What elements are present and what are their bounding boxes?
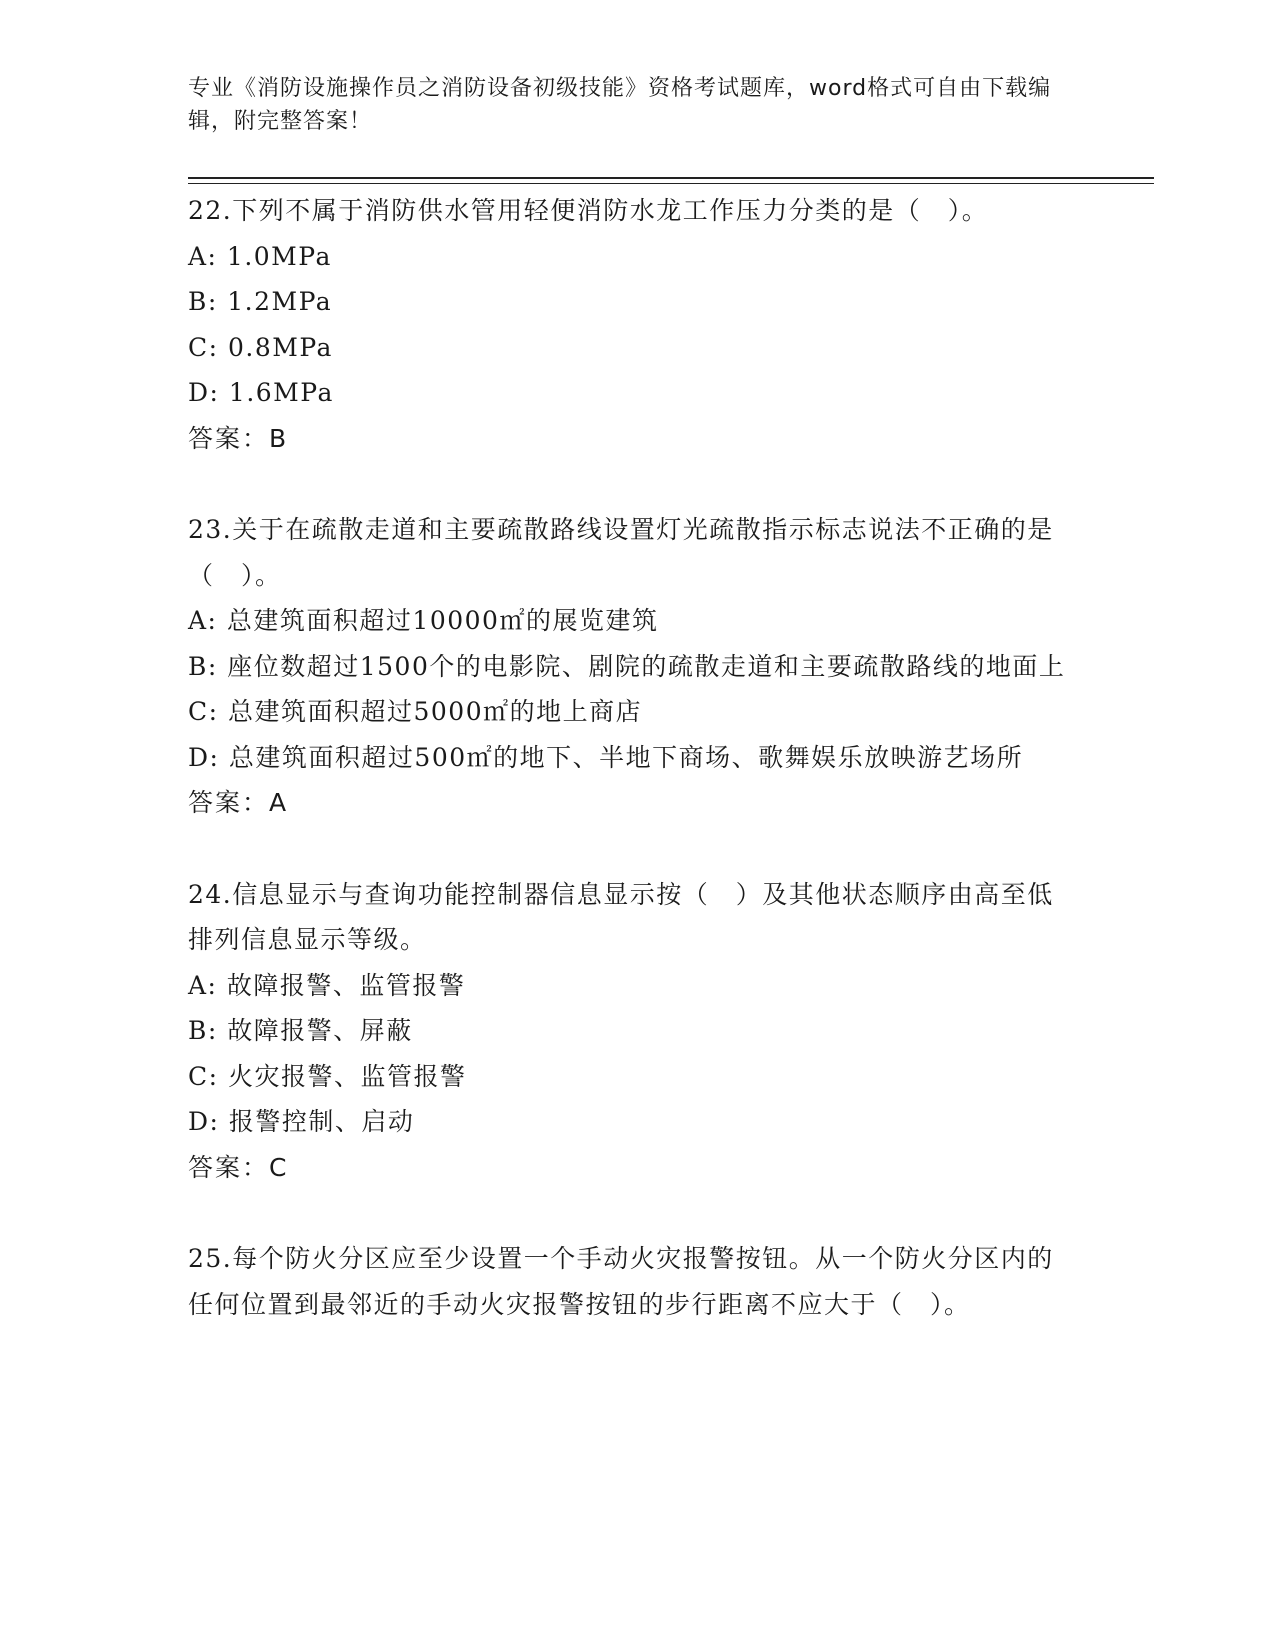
answer-value: C <box>269 1152 289 1182</box>
question-stem: 22.下列不属于消防供水管用轻便消防水龙工作压力分类的是（ ）。 <box>188 196 989 225</box>
question-list <box>188 188 1078 1373</box>
answer-label: 答案： <box>188 1152 270 1182</box>
answer-value: A <box>269 788 289 817</box>
answer-line <box>188 780 1078 826</box>
option-d: D: 1.6MPa <box>188 378 334 407</box>
answer-value: B <box>269 423 289 453</box>
header-divider <box>188 177 1154 179</box>
answer-label: 答案： <box>188 423 270 453</box>
question-stem: 25.每个防火分区应至少设置一个手动火灾报警按钮。从一个防火分区内的任何位置到最邻近的手动火灾报警按钮的步行距离不应大于（ ）。 <box>188 1244 1054 1319</box>
option-b: B: 座位数超过1500个的电影院、剧院的疏散走道和主要疏散路线的地面上 <box>188 651 1066 681</box>
answer-line <box>188 1145 1078 1191</box>
question-22 <box>188 188 1078 461</box>
question-25 <box>188 1236 1078 1327</box>
answer-line <box>188 416 1078 462</box>
answer-label: 答案： <box>188 788 270 817</box>
option-d: D: 总建筑面积超过500㎡的地下、半地下商场、歌舞娱乐放映游艺场所 <box>188 742 1024 772</box>
question-stem: 24.信息显示与查询功能控制器信息显示按（ ）及其他状态顺序由高至低排列信息显示等级。 <box>188 879 1054 954</box>
option-b: B: 故障报警、屏蔽 <box>188 1016 413 1045</box>
option-a: A: 故障报警、监管报警 <box>188 970 466 1000</box>
option-c: C: 总建筑面积超过5000㎡的地上商店 <box>188 697 643 726</box>
option-a: A: 1.0MPa <box>188 241 332 271</box>
option-c: C: 0.8MPa <box>188 332 333 362</box>
header-divider-thin <box>188 183 1154 184</box>
question-stem: 23.关于在疏散走道和主要疏散路线设置灯光疏散指示标志说法不正确的是（ ）。 <box>188 515 1054 590</box>
header-note: 专业《消防设施操作员之消防设备初级技能》资格考试题库，word格式可自由下载编辑，附完整答案！ <box>188 76 1052 134</box>
option-a: A: 总建筑面积超过10000㎡的展览建筑 <box>188 606 659 635</box>
question-24 <box>188 872 1078 1191</box>
question-23 <box>188 507 1078 826</box>
option-c: C: 火灾报警、监管报警 <box>188 1061 467 1091</box>
option-d: D: 报警控制、启动 <box>188 1107 415 1136</box>
option-b: B: 1.2MPa <box>188 287 333 316</box>
